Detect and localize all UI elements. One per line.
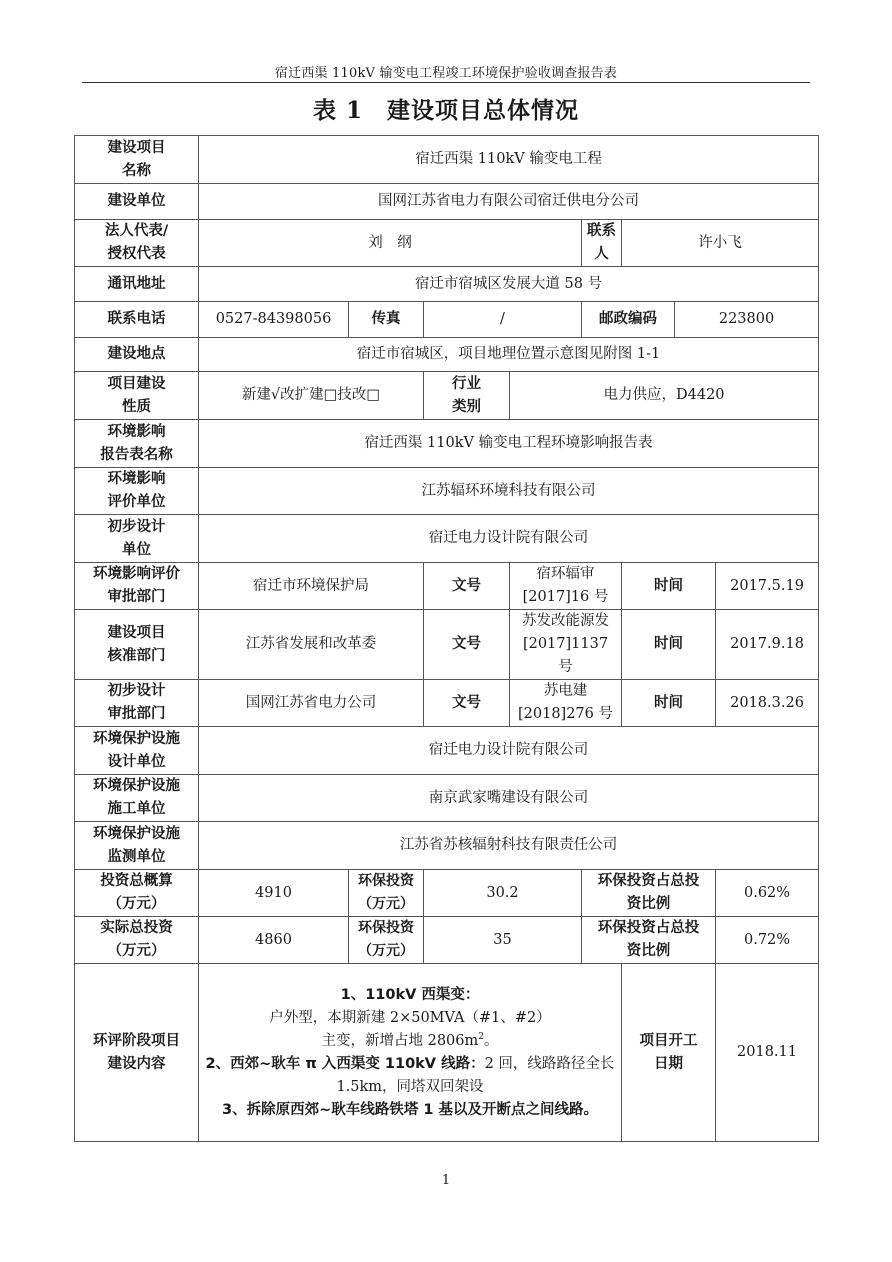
eia-approval-dept: 宿迁市环境保护局 xyxy=(199,563,424,610)
fax-value: / xyxy=(424,302,582,338)
address-value: 宿迁市宿城区发展大道 58 号 xyxy=(199,267,819,302)
env-construction-value: 南京武家嘴建设有限公司 xyxy=(199,775,819,822)
contact-value: 许小飞 xyxy=(622,220,819,267)
project-name-value: 宿迁西渠 110kV 输变电工程 xyxy=(199,136,819,184)
industry-label: 行业 类别 xyxy=(424,372,510,420)
eia-report-value: 宿迁西渠 110kV 输变电工程环境影响报告表 xyxy=(199,420,819,468)
eia-report-label: 环境影响 报告表名称 xyxy=(75,420,199,468)
prelim-design-value: 宿迁电力设计院有限公司 xyxy=(199,515,819,563)
row-env-construction xyxy=(75,775,819,822)
project-approval-doc-label: 文号 xyxy=(424,610,510,680)
project-approval-time-label: 时间 xyxy=(622,610,716,680)
design-approval-doc-label: 文号 xyxy=(424,680,510,727)
zip-value: 223800 xyxy=(675,302,819,338)
row-prelim-design xyxy=(75,515,819,563)
fax-label: 传真 xyxy=(349,302,424,338)
address-label: 通讯地址 xyxy=(75,267,199,302)
project-approval-dept: 江苏省发展和改革委 xyxy=(199,610,424,680)
page-number: 1 xyxy=(441,1173,451,1188)
content-description xyxy=(199,964,622,1142)
row-legal-rep xyxy=(75,220,819,267)
prelim-design-label: 初步设计 单位 xyxy=(75,515,199,563)
eia-approval-doc-label: 文号 xyxy=(424,563,510,610)
header-rule xyxy=(82,82,810,83)
row-content xyxy=(75,964,819,1142)
design-approval-time-label: 时间 xyxy=(622,680,716,727)
env-design-label: 环境保护设施 设计单位 xyxy=(75,727,199,775)
row-eia-approval xyxy=(75,563,819,610)
phone-label: 联系电话 xyxy=(75,302,199,338)
content-item-2: 2、西郊~耿车 π 入西渠变 110kV 线路：2 回，线路路径全长 xyxy=(205,1055,615,1072)
content-item-1: 1、110kV 西渠变：户外型，本期新建 2×50MVA（#1、#2） xyxy=(269,986,551,1026)
actual-env-value: 35 xyxy=(424,917,582,964)
budget-value: 4910 xyxy=(199,870,349,917)
row-actual xyxy=(75,917,819,964)
phone-value: 0527-84398056 xyxy=(199,302,349,338)
eia-unit-value: 江苏辐环环境科技有限公司 xyxy=(199,468,819,515)
actual-value: 4860 xyxy=(199,917,349,964)
builder-label: 建设单位 xyxy=(75,184,199,220)
env-monitor-label: 环境保护设施 监测单位 xyxy=(75,822,199,870)
row-eia-unit xyxy=(75,468,819,515)
actual-env-label: 环保投资 （万元） xyxy=(349,917,424,964)
env-design-value: 宿迁电力设计院有限公司 xyxy=(199,727,819,775)
row-builder xyxy=(75,184,819,220)
page-title: 表 1 建设项目总体情况 xyxy=(312,97,579,124)
project-overview-table xyxy=(74,135,819,1142)
content-item-3: 3、拆除原西郊~耿车线路铁塔 1 基以及开断点之间线路。 xyxy=(222,1101,598,1118)
nature-label: 项目建设 性质 xyxy=(75,372,199,420)
zip-label: 邮政编码 xyxy=(582,302,675,338)
row-location xyxy=(75,338,819,372)
legal-rep-value: 刘 纲 xyxy=(199,220,582,267)
actual-label: 实际总投资 （万元） xyxy=(75,917,199,964)
eia-approval-doc-no: 宿环辐审[2017]16 号 xyxy=(510,563,622,610)
env-construction-label: 环境保护设施 施工单位 xyxy=(75,775,199,822)
row-env-monitor xyxy=(75,822,819,870)
content-item-1-cont: 主变，新增占地 $2806m^2$。 xyxy=(321,1031,499,1049)
legal-rep-label: 法人代表/ 授权代表 xyxy=(75,220,199,267)
project-approval-time: 2017.9.18 xyxy=(716,610,819,680)
content-label: 环评阶段项目 建设内容 xyxy=(75,964,199,1142)
eia-unit-label: 环境影响 评价单位 xyxy=(75,468,199,515)
row-eia-report xyxy=(75,420,819,468)
project-approval-label: 建设项目 核准部门 xyxy=(75,610,199,680)
row-address xyxy=(75,267,819,302)
budget-ratio-value: 0.62% xyxy=(716,870,819,917)
row-design-approval xyxy=(75,680,819,727)
design-approval-label: 初步设计 审批部门 xyxy=(75,680,199,727)
design-approval-doc-no: 苏电建[2018]276 号 xyxy=(510,680,622,727)
row-phone xyxy=(75,302,819,338)
start-date-value: 2018.11 xyxy=(716,964,819,1142)
row-budget xyxy=(75,870,819,917)
location-label: 建设地点 xyxy=(75,338,199,372)
contact-label: 联系人 xyxy=(582,220,622,267)
row-project-approval xyxy=(75,610,819,680)
budget-env-value: 30.2 xyxy=(424,870,582,917)
row-project-name xyxy=(75,136,819,184)
actual-ratio-label: 环保投资占总投 资比例 xyxy=(582,917,716,964)
design-approval-dept: 国网江苏省电力公司 xyxy=(199,680,424,727)
nature-value: 新建√改扩建□技改□ xyxy=(199,372,424,420)
location-value: 宿迁市宿城区，项目地理位置示意图见附图 1-1 xyxy=(199,338,819,372)
project-name-label: 建设项目 名称 xyxy=(75,136,199,184)
eia-approval-label: 环境影响评价 审批部门 xyxy=(75,563,199,610)
builder-value: 国网江苏省电力有限公司宿迁供电分公司 xyxy=(199,184,819,220)
content-item-2-cont: 1.5km，同塔双回架设 xyxy=(336,1078,484,1095)
eia-approval-time: 2017.5.19 xyxy=(716,563,819,610)
industry-value: 电力供应，D4420 xyxy=(510,372,819,420)
budget-env-label: 环保投资 （万元） xyxy=(349,870,424,917)
row-nature xyxy=(75,372,819,420)
budget-ratio-label: 环保投资占总投 资比例 xyxy=(582,870,716,917)
budget-label: 投资总概算 （万元） xyxy=(75,870,199,917)
running-header: 宿迁西渠 110kV 输变电工程竣工环境保护验收调查报告表 xyxy=(274,66,618,81)
project-approval-doc-no: 苏发改能源发 [2017]1137 号 xyxy=(510,610,622,680)
start-date-label: 项目开工 日期 xyxy=(622,964,716,1142)
design-approval-time: 2018.3.26 xyxy=(716,680,819,727)
actual-ratio-value: 0.72% xyxy=(716,917,819,964)
env-monitor-value: 江苏省苏核辐射科技有限责任公司 xyxy=(199,822,819,870)
eia-approval-time-label: 时间 xyxy=(622,563,716,610)
row-env-design xyxy=(75,727,819,775)
